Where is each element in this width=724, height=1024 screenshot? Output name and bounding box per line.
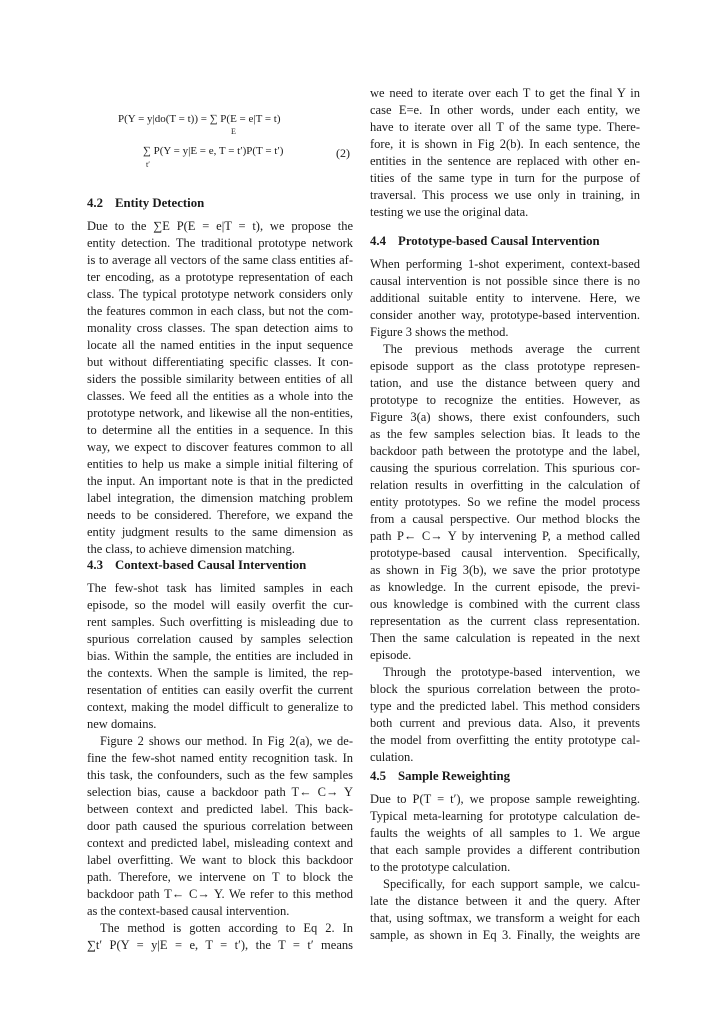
text-line: rent samples. Such overfitting is misleading due to [87,615,353,629]
text-line: Figure 2 shows our method. In Fig 2(a), we de- [100,734,353,748]
text-line: Typical meta-learning for prototype calculation de- [370,809,640,823]
text-line: locate all the named entities in the input sequence [87,338,353,352]
equation-line-1: P(Y = y|do(T = t)) = ∑ P(E = e|T = t) [118,113,281,125]
equation-line-2-subscript: t′ [146,160,150,169]
text-line: resentation of entities can easily overfit the current [87,683,353,697]
text-line: block the spurious correlation between the proto- [370,682,640,696]
text-line: but without differentiating specific classes. It con- [87,355,353,369]
section-heading-4-5: 4.5 Sample Reweighting [370,769,510,783]
text-line: episode support as the class prototype represen- [370,359,640,373]
text-line: prototype-based causal intervention. Specifically, [370,546,640,560]
text-line: Due to the ∑E P(E = e|T = t), we propose the [87,219,353,233]
text-line: bias. Within the sample, the entities are included in [87,649,353,663]
equation-number: (2) [336,146,350,160]
text-line: siders the possible similarity between entities of all [87,372,353,386]
equation-line-2: ∑ P(Y = y|E = e, T = t′)P(T = t′) [143,145,284,157]
text-line: label integration, the dimension matching problem [87,491,353,505]
text-line: relation results in overfitting in the calculation of [370,478,640,492]
text-line: consider another way, prototype-based intervention. [370,308,640,322]
text-line: have to iterate over all T of the same type. There- [370,120,640,134]
text-line: that each sample provides a different contribution [370,843,640,857]
text-line: tation, and use the distance between query and [370,376,640,390]
text-line: representation as the current class representation. [370,614,640,628]
text-line: testing we use the original data. [370,205,529,219]
text-line: backdoor path between the prototype and the label, [370,444,640,458]
text-line: entities to help us make a simple initial filtering of [87,457,353,471]
text-line: entity judgment results to the same dimension as [87,525,353,539]
text-line: as shown in Fig 3(b), we save the prior prototype [370,563,640,577]
text-line: case E=e. In other words, under each entity, we [370,103,640,117]
text-line: episode, so the model will easily overfit the cur- [87,598,353,612]
text-line: causal intervention is not possible since there is no [370,274,640,288]
text-line: additional suitable entity to intervene. Here, we [370,291,640,305]
text-line: entities in the sentence are replaced with other en- [370,154,640,168]
text-line: the model from overfitting the entity prototype cal- [370,733,640,747]
text-line: tities of the same type in turn for the purpose of [370,171,640,185]
text-line: context, making the model difficult to generalize to [87,700,353,714]
text-line: to determine all the entities in a sequence. In this [87,423,353,437]
text-line: episode. [370,648,412,662]
text-line: that, using softmax, we transform a weight for each [370,911,640,925]
text-line: When performing 1-shot experiment, context-based [370,257,640,271]
equation-line-1-subscript: E [231,127,236,136]
text-line: the input. An important note is that in the predicted [87,474,353,488]
text-line: as the few samples selection bias. It leads to the [370,427,640,441]
text-line: from a causal perspective. Our method blocks the [370,512,640,526]
text-line: ous knowledge is combined with the current class [370,597,640,611]
text-line: faults the weights of all samples to 1. We argue [370,826,640,840]
text-line: way, we expect to discover features common to all [87,440,353,454]
text-line: Specifically, for each support sample, we calcu- [383,877,640,891]
text-line: the features common in each class, but not the com- [87,304,353,318]
text-line: prototype network, and likewise all the non-entities, [87,406,353,420]
section-heading-4-2: 4.2 Entity Detection [87,196,205,210]
text-line: culation. [370,750,414,764]
text-line: between context and predicted label. This back- [87,802,353,816]
text-line: Then the same calculation is repeated in the next [370,631,640,645]
text-line: ter encoding, as a prototype representation of each [87,270,353,284]
text-line: label overfitting. We want to block this backdoor [87,853,353,867]
text-line: Figure 3 shows the method. [370,325,509,339]
text-line: type and the predicted label. This method considers [370,699,640,713]
text-line: path P← C→ Y by intervening P, a method called [370,529,640,543]
text-line: backdoor path T← C→ Y. We refer to this method [87,887,353,901]
text-line: sample, as shown in Eq 3. Finally, the weights are [370,928,640,942]
text-line: as knowledge. In the current episode, the previ- [370,580,640,594]
text-line: Through the prototype-based intervention, we [383,665,640,679]
text-line: classes. We feed all the entities as a whole into the [87,389,353,403]
text-line: traversal. This process we use only in training, in [370,188,640,202]
text-line: Figure 3(a) shows, there exist confounders, such [370,410,640,424]
text-line: needs to be considered. Therefore, we expand the [87,508,353,522]
text-line: ∑t′ P(Y = y|E = e, T = t′), the T = t′ means [87,938,353,952]
text-line: The previous methods average the current [383,342,640,356]
text-line: The few-shot task has limited samples in each [87,581,353,595]
text-line: fine the few-shot named entity recognition task. In [87,751,353,765]
text-line: The method is gotten according to Eq 2. In [100,921,353,935]
text-line: is to average all vectors of the same class entities af- [87,253,353,267]
text-line: this task, the confounders, such as the few samples [87,768,353,782]
text-line: we need to iterate over each T to get the final Y in [370,86,640,100]
text-line: Due to P(T = t′), we propose sample reweighting. [370,792,640,806]
text-line: context and predicted label, misleading context and [87,836,353,850]
text-line: prototype to recognize the entities. However, as [370,393,640,407]
section-heading-4-3: 4.3 Context-based Causal Intervention [87,558,307,572]
section-heading-4-4: 4.4 Prototype-based Causal Intervention [370,234,600,248]
text-line: class. The typical prototype network considers only [87,287,353,301]
text-line: monality cross classes. The span detection aims to [87,321,353,335]
text-line: new domains. [87,717,157,731]
text-line: causing the spurious correlation. This spurious cor- [370,461,640,475]
text-line: entity detection. The traditional prototype network [87,236,353,250]
text-line: the class, to achieve dimension matching. [87,542,295,556]
text-line: the contexts. When the sample is limited, the rep- [87,666,353,680]
text-line: both current and previous data. Also, it prevents [370,716,640,730]
text-line: spurious correlation caused by samples selection [87,632,353,646]
text-line: entity prototypes. So we refine the model process [370,495,640,509]
text-line: to the prototype calculation. [370,860,511,874]
text-line: path. Therefore, we intervene on T to block the [87,870,353,884]
text-line: late the distance between it and the query. After [370,894,640,908]
text-line: fore, it is shown in Fig 2(b). In each sentence, the [370,137,640,151]
text-line: door path caused the spurious correlation between [87,819,353,833]
text-line: as the context-based causal intervention. [87,904,290,918]
text-line: selection bias, cause a backdoor path T← C→ Y [87,785,353,799]
